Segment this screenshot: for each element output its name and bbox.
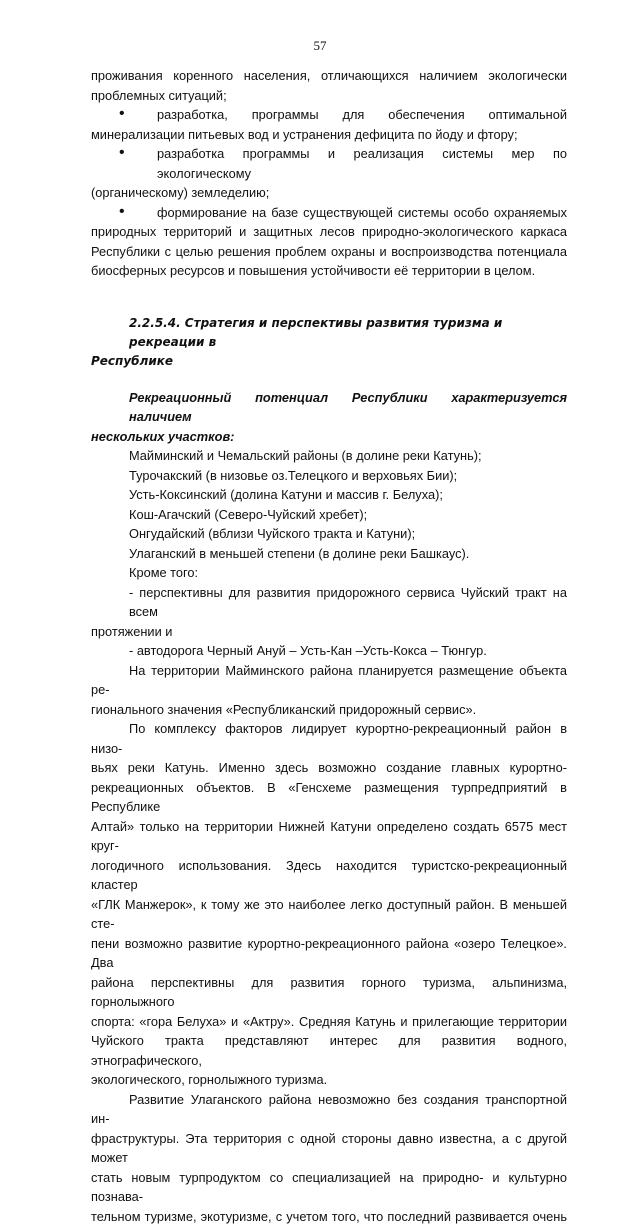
paragraph bbox=[91, 719, 567, 1090]
section-heading bbox=[91, 314, 567, 371]
text-line: Алтай» только на территории Нижней Катуни определено создать 6575 мест круг- bbox=[91, 817, 567, 856]
text-line: стать новым турпродуктом со специализацией на природно- и культурно познава- bbox=[91, 1168, 567, 1207]
top-paragraph bbox=[91, 66, 567, 105]
text-line: пени возможно развитие курортно-рекреационного района «озеро Телецкое». Два bbox=[91, 934, 567, 973]
text-line: минерализации питьевых вод и устранения дефицита по йоду и фтору; bbox=[91, 125, 567, 145]
page-number: 57 bbox=[0, 38, 640, 54]
paragraph bbox=[91, 1090, 567, 1226]
text-line: разработка программы и реализация системы мер по экологическому bbox=[157, 144, 567, 183]
text-line: гионального значения «Республиканский придорожный сервис». bbox=[91, 700, 567, 720]
text-line: проживания коренного населения, отличающихся наличием экологически bbox=[91, 66, 567, 86]
bullet-marker: • bbox=[91, 203, 157, 223]
list-item: Улаганский в меньшей степени (в долине реки Башкаус). bbox=[91, 544, 567, 564]
text-line: района перспективны для развития горного туризма, альпинизма, горнолыжного bbox=[91, 973, 567, 1012]
text-line: разработка, программы для обеспечения оптимальной bbox=[157, 105, 567, 125]
paragraph bbox=[91, 661, 567, 720]
text-line: рекреационных объектов. В «Генсхеме размещения турпредприятий в Республике bbox=[91, 778, 567, 817]
list-item: Кош-Агачский (Северо-Чуйский хребет); bbox=[91, 505, 567, 525]
heading-line: Республике bbox=[91, 352, 567, 371]
text-line: (органическому) земледелию; bbox=[91, 183, 567, 203]
bullet-item bbox=[91, 144, 567, 203]
text-line: вьях реки Катунь. Именно здесь возможно создание главных курортно- bbox=[91, 758, 567, 778]
text-line: Чуйского тракта представляют интерес для развития водного, этнографического, bbox=[91, 1031, 567, 1070]
text-line: протяжении и bbox=[91, 622, 567, 642]
text-line: экологического, горнолыжного туризма. bbox=[91, 1070, 567, 1090]
text-line: проблемных ситуаций; bbox=[91, 86, 567, 106]
list-item: Кроме того: bbox=[91, 563, 567, 583]
text-line: Развитие Улаганского района невозможно без создания транспортной ин- bbox=[91, 1090, 567, 1129]
list-item: Турочакский (в низовье оз.Телецкого и верховьях Бии); bbox=[91, 466, 567, 486]
bullet-marker: • bbox=[91, 144, 157, 183]
text-line: биосферных ресурсов и повышения устойчивости её территории в целом. bbox=[91, 261, 567, 281]
intro-paragraph bbox=[91, 388, 567, 447]
text-line: тельном туризме, экотуризме, с учетом того, что последний развивается очень bbox=[91, 1207, 567, 1226]
list-item: Онгудайский (вблизи Чуйского тракта и Катуни); bbox=[91, 524, 567, 544]
text-line: фраструктуры. Эта территория с одной стороны давно известна, а с другой может bbox=[91, 1129, 567, 1168]
bullet-item bbox=[91, 105, 567, 144]
text-line: Республики с целью решения проблем охраны и воспроизводства потенциала bbox=[91, 242, 567, 262]
bullet-marker: • bbox=[91, 105, 157, 125]
page-content bbox=[91, 66, 567, 1226]
heading-line: 2.2.5.4. Стратегия и перспективы развития туризма и рекреации в bbox=[129, 316, 502, 349]
text-line: нескольких участков: bbox=[91, 427, 567, 447]
text-line: спорта: «гора Белуха» и «Актру». Средняя Катунь и прилегающие территории bbox=[91, 1012, 567, 1032]
text-line: Рекреационный потенциал Республики характеризуется наличием bbox=[91, 388, 567, 427]
text-line: - перспективны для развития придорожного сервиса Чуйский тракт на всем bbox=[91, 583, 567, 622]
dash-list bbox=[91, 583, 567, 661]
text-line: - автодорога Черный Ануй – Усть-Кан –Усть-Кокса – Тюнгур. bbox=[91, 641, 567, 661]
text-line: логодичного использования. Здесь находится туристско-рекреационный кластер bbox=[91, 856, 567, 895]
list-item: Усть-Коксинский (долина Катуни и массив г. Белуха); bbox=[91, 485, 567, 505]
text-line: природных территорий и защитных лесов природно-экологического каркаса bbox=[91, 222, 567, 242]
bullet-list bbox=[91, 105, 567, 281]
text-line: формирование на базе существующей системы особо охраняемых bbox=[157, 203, 567, 223]
bullet-item bbox=[91, 203, 567, 281]
list-item: Майминский и Чемальский районы (в долине реки Катунь); bbox=[91, 446, 567, 466]
text-line: На территории Майминского района планируется размещение объекта ре- bbox=[91, 661, 567, 700]
text-line: По комплексу факторов лидирует курортно-рекреационный район в низо- bbox=[91, 719, 567, 758]
areas-list bbox=[91, 446, 567, 583]
text-line: «ГЛК Манжерок», к тому же это наиболее легко доступный район. В меньшей сте- bbox=[91, 895, 567, 934]
